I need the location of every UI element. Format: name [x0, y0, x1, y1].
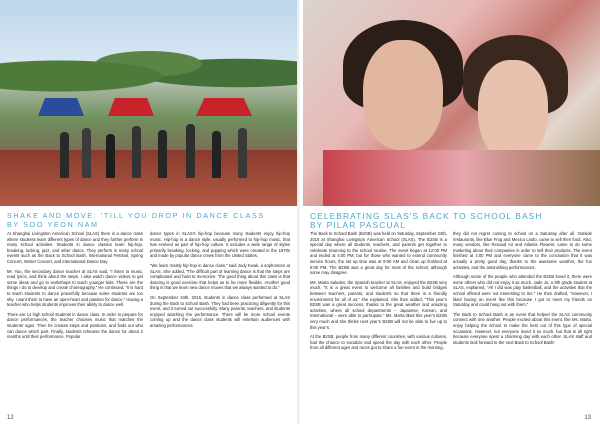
dancer: [212, 131, 221, 178]
headline-byline: BY SOO YEON NAM: [7, 220, 99, 229]
paragraph: “We learn mostly hip-hop in dance class,” said Judy Kwak, a sophomore at SLAS. She added, “The difficult part of learning dance is that the steps are complicated and hard to memorize. The good thing about this class is that dancing is good exercise that helps us to be more flexible. Another good thing is that we learn new dance moves that we always wanted to do.”: [150, 262, 290, 291]
dancer: [82, 128, 91, 178]
headline-title: CELEBRATING SLAS'S BACK TO SCHOOL BASH: [310, 211, 543, 221]
paragraph: Although some of the people who attended the B2SB loved it, there were some others who did not enjoy it as much. Jade Jo, a 9th grade student at SLAS, explained, “All I did was play basketball, and the activities that the school offered were not interesting to me.” He then drafted, “However, I liked having an event like this because I got to meet my friends on Saturday and could hang out with them.”: [453, 274, 592, 308]
article-headline: [310, 212, 594, 230]
dancer: [186, 124, 195, 178]
dancer: [132, 126, 141, 178]
article-column-2: [453, 231, 592, 349]
article-column-1: [310, 231, 447, 355]
paragraph: they did not regret coming to school on a Saturday after all. Outside restaurants, like Blue Frog and Mexico Lindo, came to sell their food. Also, many vendors, like Renaud Air and Atlantis Flowers, came to do some marketing about their companies in order to sell their products. The event finished at 4:00 PM and everyone came to the conclusion that it was actually a pretty good day, thanks to the awesome weather, the fun activities, and the astonishing performances.: [453, 231, 592, 270]
article-headline: [7, 211, 291, 229]
dancer: [60, 132, 69, 178]
paragraph: At the B2SB, people from many different countries, with various cultures, had the chance to socialize and spend the day with each other. People from all different ages and races got to share a fun event in the morning,: [310, 334, 447, 351]
student-face: [478, 60, 548, 160]
dancer: [238, 128, 247, 178]
paragraph: There are 14 high school students in dance class. In order to prepare for dance performances, the teacher chooses music that matches the students’ ages. Then he creates steps and positions, and finds out who can dance which part. Finally, students rehearse the dance for about 2 months until their performance. Popular: [7, 311, 143, 340]
student-face: [363, 40, 443, 150]
paragraph: On September 24th, 2016, students in dance class performed at SLAS during the Back to School Bash. They had been practicing diligently for this event, and it turned out successfully. Many parents, teachers, and students enjoyed watching the performance. There will be more school events coming up and the dance class students will entertain audiences with amazing performances.: [150, 294, 290, 328]
trees-background: [0, 40, 297, 100]
paragraph: The Back to School Bash (B2SB) was held on Saturday, September 24th, 2016 at Shanghai Livingston American School (SLAS). The B2SB is a special day where all students, teachers, and parents get together to celebrate returning to the school routine. The event began at 12:00 PM and ended at 4:00 PM, but for those who wanted to extend community service hours, the set up time was at 9:00 AM and clean up finished at 5:00 PM. The B2SB was a great day for most of the school, although some may disagree.: [310, 231, 447, 276]
paragraph: Ms. Marta Saludes, the Spanish teacher at SLAS, enjoyed the B2SB very much. “It is a great event to welcome all families and build bridges between teachers, parents, and students so that there is a friendly environment for all of us,” she explained. She then added, “This year’s B2SB was a great success, thanks to the great weather and amazing activities, where all school departments – Japanese, Korean, and International – were able to participate.” Ms. Marta liked this year’s B2SB very much and she thinks next year’s B2SB will not be able to live up to this year’s.: [310, 279, 447, 330]
dancer: [158, 130, 167, 178]
paragraph: Mr. Yao, the secondary dance teacher at SLAS said, “I listen to music, read lyrics, and think about the steps. I also watch dance videos to get some ideas and go to workshops to teach younger kids. These are the things I do to develop and create choreography.” He continued, “It is hard to teach students to dance powerfully because some students are too shy. I want them to have an open-heart and passion for dance.” Having a teacher who helps students improves their ability to dance well.: [7, 268, 143, 308]
dancer: [106, 134, 115, 178]
clothing: [323, 150, 600, 206]
article-column-1: [7, 231, 143, 344]
article-column-2: [150, 231, 290, 333]
headline-title: SHAKE AND MOVE: 'TILL YOU DROP IN DANCE CLASS: [7, 211, 265, 220]
page-number: 13: [584, 415, 591, 421]
students-selfie-photo: [303, 0, 600, 206]
paragraph: dance types in SLAS’s hip-hop because many students enjoy hip-hop music. Hip-hop is a dance style, usually performed to hip-hop music, that has evolved as part of hip-hop culture. It includes a wide range of styles primarily breaking, locking, and popping which were created in the 1970s and made by popular dance crews from the United States.: [150, 231, 290, 259]
dance-performance-photo: [0, 0, 297, 206]
paragraph: At Shanghai Livingston American School (SLAS) there is a dance class where students learn different types of dance and they further perform in many school activities. Students in dance classes learn hip-hop, breaking, locking, jazz, and other dance. They perform in many school events such as the Back to School Bash, International Festival, Spring Concert, Winter Concert, and International Dance Day.: [7, 231, 143, 264]
dancers-group: [40, 108, 280, 178]
headline-byline: BY PILAR PASCUAL: [310, 220, 406, 230]
page-number: 12: [7, 415, 14, 421]
paragraph: The Back to School Bash is an event that helped the SLAS community connect with one another. People excited about this event, like Ms. Marta, enjoy helping the school to make the best out of this type of special occasions. However, not everyone loved it so much, but that is all right because everyone spent a charming day with each other. SLAS staff and students look forward to the next Back to School Bash!: [453, 311, 592, 345]
